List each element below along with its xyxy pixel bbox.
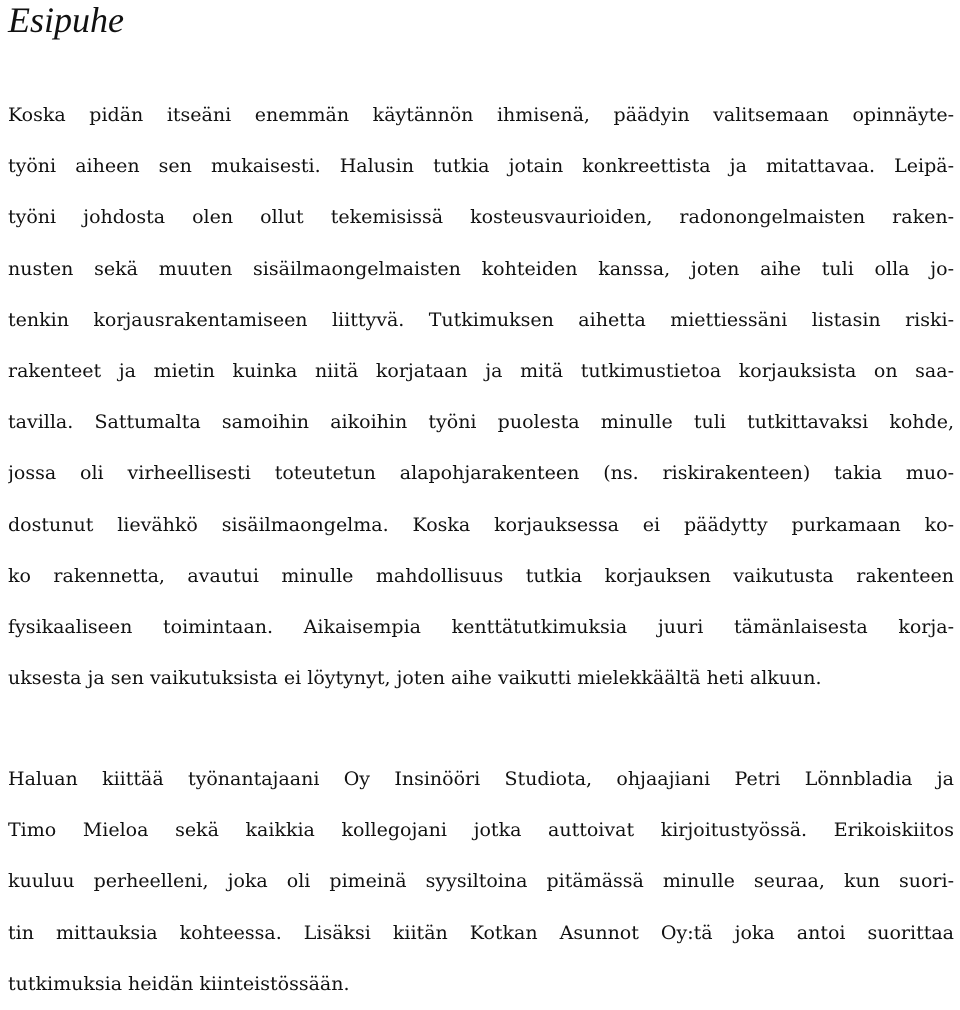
paragraph-acknowledgements: [8, 754, 954, 1010]
text-line: uksesta ja sen vaikutuksista ei löytynyt, joten aihe vaikutti mielekkäältä heti alkuun.: [8, 667, 822, 690]
text-line: nusten sekä muuten sisäilmaongelmaisten kohteiden kanssa, joten aihe tuli olla jo-: [8, 257, 954, 280]
text-line: dostunut lievähkö sisäilmaongelma. Koska korjauksessa ei päädytty purkamaan ko-: [8, 513, 954, 536]
text-line: tavilla. Sattumalta samoihin aikoihin työni puolesta minulle tuli tutkittavaksi kohde,: [8, 411, 954, 434]
text-line: fysikaaliseen toimintaan. Aikaisempia kenttätutkimuksia juuri tämänlaisesta korja-: [8, 616, 954, 639]
text-line: tutkimuksia heidän kiinteistössään.: [8, 972, 350, 995]
text-line: Koska pidän itseäni enemmän käytännön ihmisenä, päädyin valitsemaan opinnäyte-: [8, 104, 954, 126]
text-line: tin mittauksia kohteessa. Lisäksi kiitän Kotkan Asunnot Oy:tä joka antoi suorittaa: [8, 921, 954, 944]
text-line: tenkin korjausrakentamiseen liittyvä. Tutkimuksen aihetta miettiessäni listasin riski-: [8, 308, 954, 331]
text-line: Haluan kiittää työnantajaani Oy Insinööri Studiota, ohjaajiani Petri Lönnbladia ja: [8, 768, 954, 790]
text-line: kuuluu perheelleni, joka oli pimeinä syysiltoina pitämässä minulle seuraa, kun suori-: [8, 870, 954, 893]
text-line: Timo Mieloa sekä kaikkia kollegojani jotka auttoivat kirjoitustyössä. Erikoiskiitos: [8, 819, 954, 842]
text-line: työni johdosta olen ollut tekemisissä kosteusvaurioiden, radonongelmaisten raken-: [8, 206, 954, 229]
text-line: työni aiheen sen mukaisesti. Halusin tutkia jotain konkreettista ja mitattavaa. Leipä-: [8, 155, 954, 178]
paragraph-intro: [8, 90, 954, 704]
text-line: ko rakennetta, avautui minulle mahdollisuus tutkia korjauksen vaikutusta rakenteen: [8, 564, 954, 587]
text-line: jossa oli virheellisesti toteutetun alapohjarakenteen (ns. riskirakenteen) takia muo-: [8, 462, 954, 485]
document-page: [8, 0, 954, 995]
text-line: rakenteet ja mietin kuinka niitä korjataan ja mitä tutkimustietoa korjauksista on saa-: [8, 360, 954, 383]
page-title: Esipuhe: [8, 0, 124, 40]
